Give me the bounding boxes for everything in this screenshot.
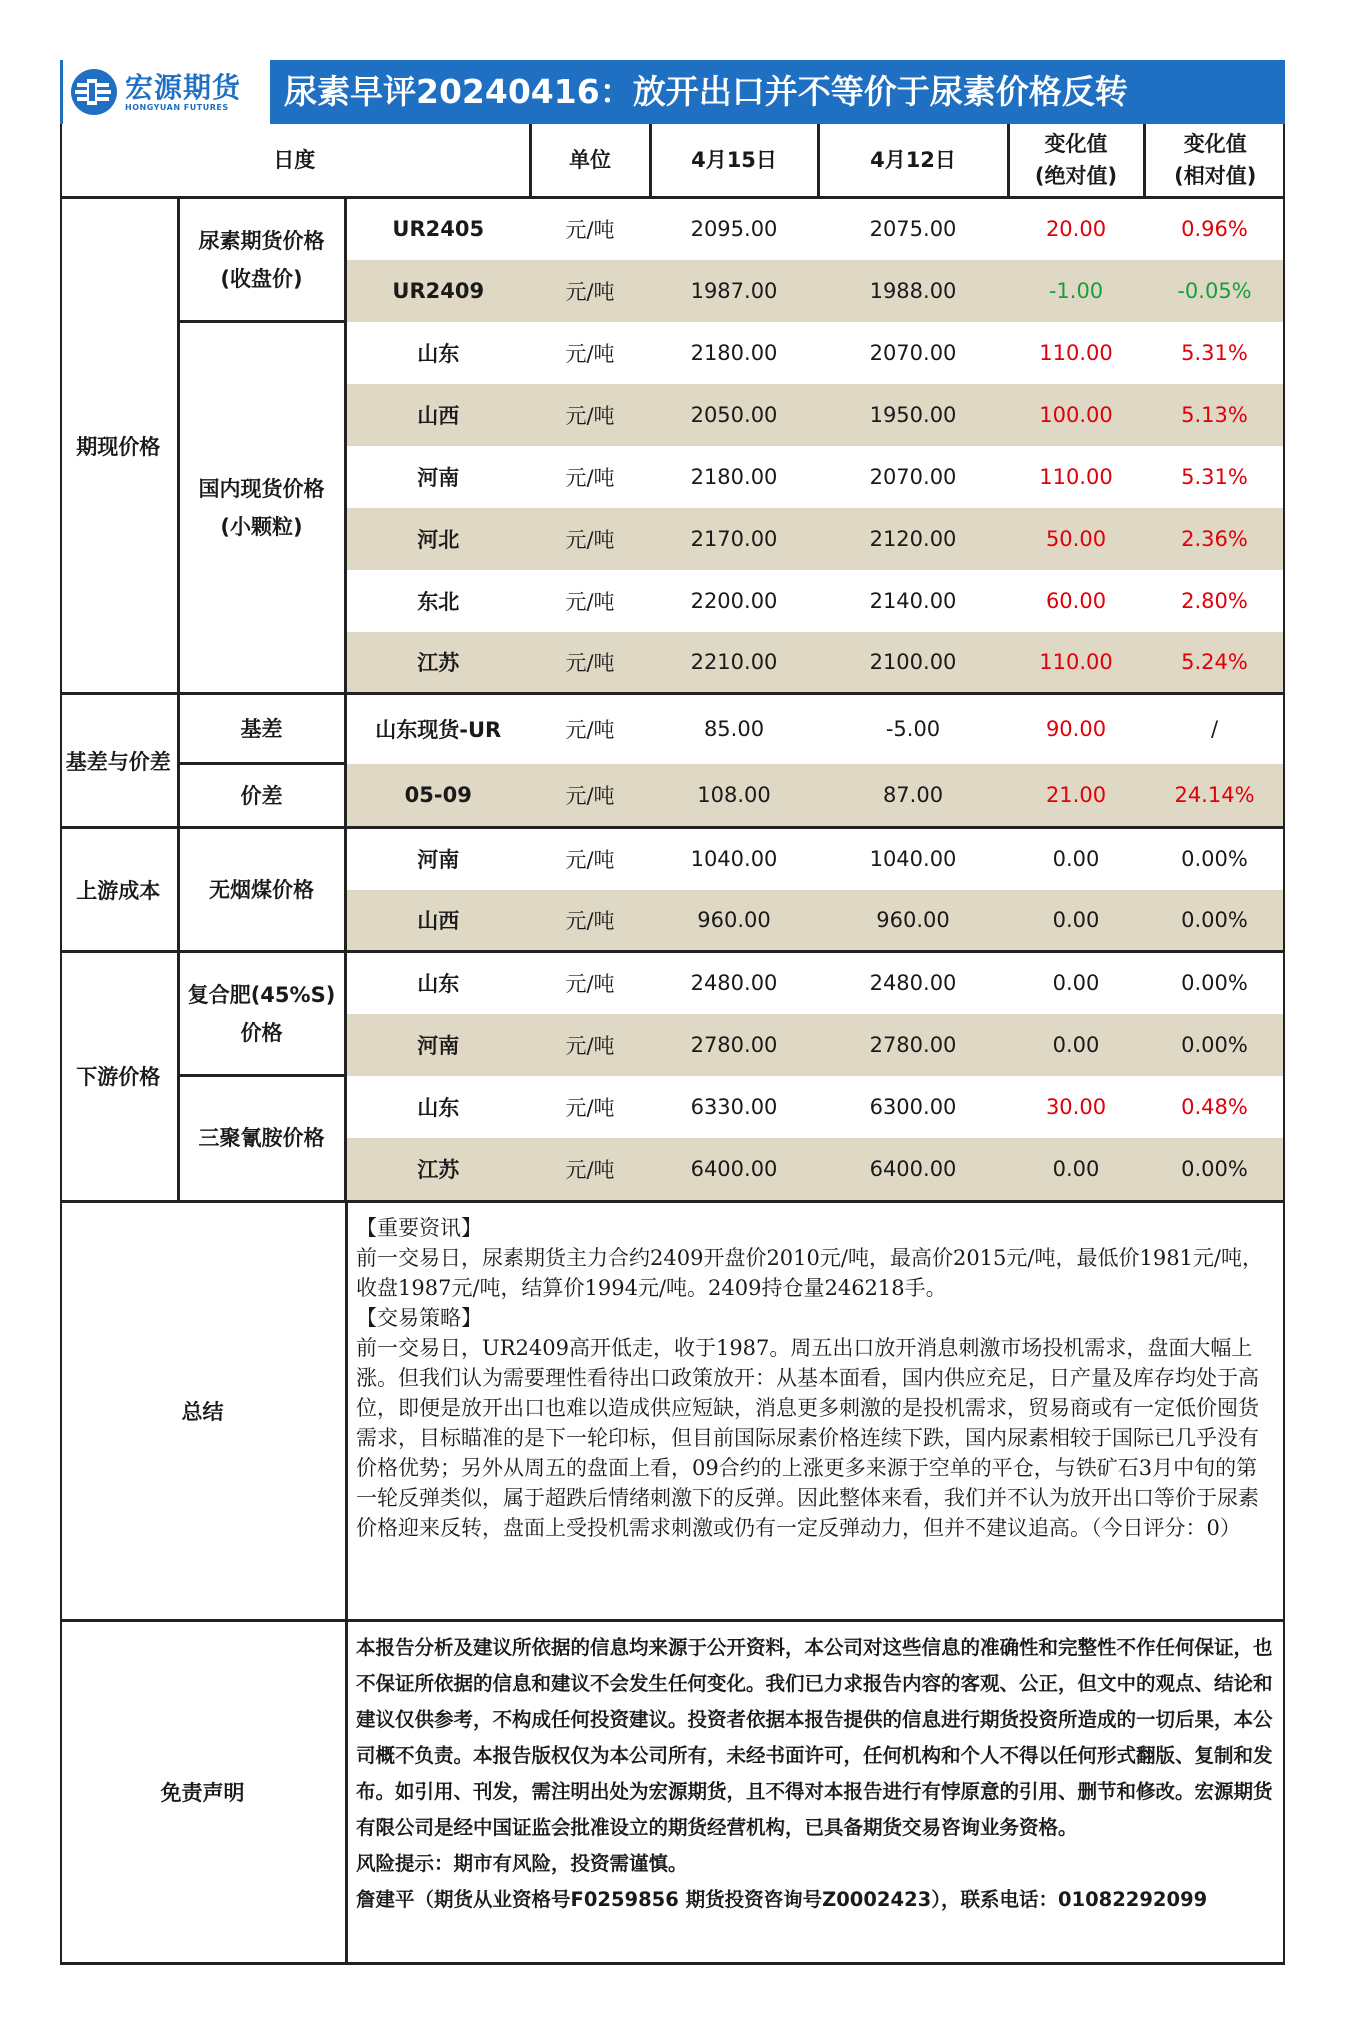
header-dimension: 日度 [60,124,530,198]
cell-change-rel: 0.48% [1181,1094,1248,1119]
table-row [60,694,1285,764]
cell-unit: 元/吨 [565,341,615,366]
cell-date1: 2200.00 [690,588,778,613]
news-heading: 【重要资讯】 [356,1215,482,1240]
cell-change-abs: 100.00 [1008,384,1144,446]
group-spot-price [178,322,345,694]
cell-item: 山东 [417,1095,460,1120]
strategy-heading: 【交易策略】 [356,1305,482,1330]
cell-change-abs: 110.00 [1008,632,1144,694]
group-compound-line1: 复合肥(45%S) [187,982,336,1007]
brand-logo [60,60,270,124]
group-spread: 价差 [178,764,345,828]
cell-unit: 元/吨 [565,589,615,614]
cell-item: 山东 [345,952,530,1014]
cell-date1: 85.00 [650,694,818,764]
cell-change-rel: 5.31% [1181,340,1248,365]
cell-unit: 元/吨 [530,890,650,952]
cell-item: 江苏 [345,632,530,694]
cell-date2: 2120.00 [818,508,1008,570]
cell-change-abs: 60.00 [1045,588,1107,613]
cell-date2: 2100.00 [818,632,1008,694]
frame-right-border [1283,124,1285,1964]
cell-date1: 2170.00 [650,508,818,570]
cell-date2: 2780.00 [818,1014,1008,1076]
cell-date2: 2140.00 [869,588,957,613]
cell-date2: 1988.00 [818,260,1008,322]
cell-date1: 960.00 [650,890,818,952]
cell-date1: 2480.00 [650,952,818,1014]
cell-change-abs: 90.00 [1008,694,1144,764]
cell-unit: 元/吨 [530,632,650,694]
author-contact: 詹建平（期货从业资格号F0259856 期货投资咨询号Z0002423），联系电话：01082292099 [356,1887,1208,1911]
report-title: 尿素早评20240416：放开出口并不等价于尿素价格反转 [284,72,1128,111]
cell-date2: 1040.00 [818,828,1008,890]
cell-date2: -5.00 [818,694,1008,764]
cell-unit: 元/吨 [565,1095,615,1120]
summary-body [348,1203,1285,1619]
cell-unit: 元/吨 [530,828,650,890]
group-compound-fertilizer [178,952,345,1076]
cell-change-abs: 50.00 [1008,508,1144,570]
cell-item: 江苏 [345,1138,530,1200]
cell-date1: 2095.00 [690,217,778,242]
cell-date1: 1040.00 [650,828,818,890]
header-change-abs-line2: (绝对值) [1034,164,1118,188]
cell-date2: 2070.00 [869,464,957,489]
group-futures-price [178,198,345,322]
cell-date2: 6300.00 [869,1094,957,1119]
group-futures-line2: (收盘价) [220,266,303,291]
cell-change-rel: 0.00% [1144,952,1285,1014]
cell-item: 河南 [345,1014,530,1076]
summary-section [60,1200,1285,1619]
hongyuan-logo-icon [69,67,119,117]
cell-unit: 元/吨 [530,1138,650,1200]
table-row [60,198,1285,260]
news-text: 前一交易日，尿素期货主力合约2409开盘价2010元/吨，最高价2015元/吨，最低价1981元/吨，收盘1987元/吨，结算价1994元/吨。2409持仓量246218手。 [356,1245,1263,1300]
cell-date2: 960.00 [818,890,1008,952]
cell-date1: 2050.00 [650,384,818,446]
header-change-rel-line2: (相对值) [1174,164,1257,188]
cell-unit: 元/吨 [530,260,650,322]
group-qixian: 期现价格 [60,198,178,694]
group-spot-line2: (小颗粒) [220,514,303,539]
header-change-abs-line1: 变化值 [1044,132,1108,156]
disclaimer-label: 免责声明 [60,1622,348,1962]
cell-date2: 1950.00 [818,384,1008,446]
cell-date1: 108.00 [650,764,818,828]
table-row [60,322,1285,384]
cell-date1: 2180.00 [690,340,778,365]
cell-date2: 87.00 [818,764,1008,828]
cell-unit: 元/吨 [565,218,615,243]
cell-item: 河南 [417,465,460,490]
cell-change-abs: 0.00 [1008,952,1144,1014]
cell-change-abs: 30.00 [1045,1094,1107,1119]
cell-change-rel: -0.05% [1144,260,1285,322]
cell-item: 05-09 [345,764,530,828]
cell-change-rel: 24.14% [1144,764,1285,828]
cell-item: 河北 [345,508,530,570]
cell-item: UR2409 [345,260,530,322]
cell-item: 山西 [345,890,530,952]
cell-date1: 2210.00 [650,632,818,694]
cell-change-rel: / [1144,694,1285,764]
report [60,60,1285,1962]
cell-date1: 2180.00 [690,464,778,489]
cell-change-abs: 0.00 [1008,828,1144,890]
strategy-text: 前一交易日，UR2409高开低走，收于1987。周五出口放开消息刺激市场投机需求，盘面大幅上涨。但我们认为需要理性看待出口政策放开：从基本面看，国内供应充足，日产量及库存均处于高位，即便是放开出口也难以造成供应短缺，消息更多刺激的是投机需求，贸易商或有一定低价囤货需求，目标瞄准的是下一轮印标，但目前国际尿素价格连续下跌，国内尿素相较于国际已几乎没有价格优势；另外从周五的盘面上看，09合约的上涨更多来源于空单的平仓，与铁矿石3月中旬的第一轮反弹类似，属于超跌后情绪刺激下的反弹。因此整体来看，我们并不认为放开出口等价于尿素价格迎来反转，盘面上受投机需求刺激或仍有一定反弹动力，但并不建议追高。（今日评分：0） [356,1335,1259,1540]
cell-unit: 元/吨 [530,384,650,446]
table-row [60,952,1285,1014]
cell-unit: 元/吨 [530,694,650,764]
cell-change-rel: 2.36% [1144,508,1285,570]
cell-change-abs: -1.00 [1008,260,1144,322]
header-unit: 单位 [530,124,650,198]
cell-change-rel: 0.00% [1144,828,1285,890]
cell-date1: 2780.00 [650,1014,818,1076]
cell-change-rel: 0.96% [1181,217,1248,242]
cell-date1: 1987.00 [650,260,818,322]
summary-label: 总结 [60,1203,348,1619]
frame-bottom-border [60,1962,1285,1965]
header-date2: 4月12日 [818,124,1008,198]
header-date1: 4月15日 [650,124,818,198]
cell-item: UR2405 [392,217,485,242]
disclaimer-body [348,1622,1285,1962]
header-change-rel [1144,124,1285,198]
group-basis-spread: 基差与价差 [60,694,178,828]
disclaimer-text: 本报告分析及建议所依据的信息均来源于公开资料，本公司对这些信息的准确性和完整性不作任何保证，也不保证所依据的信息和建议不会发生任何变化。我们已力求报告内容的客观、公正，但文中的观点、结论和建议仅供参考，不构成任何投资建议。投资者依据本报告提供的信息进行期货投资所造成的一切后果，本公司概不负责。本报告版权仅为本公司所有，未经书面许可，任何机构和个人不得以任何形式翻版、复制和发布。如引用、刊发，需注明出处为宏源期货，且不得对本报告进行有悖原意的引用、删节和修改。宏源期货有限公司是经中国证监会批准设立的期货经营机构，已具备期货交易咨询业务资格。 [356,1635,1273,1839]
group-upstream: 上游成本 [60,828,178,952]
cell-date2: 2480.00 [818,952,1008,1014]
cell-unit: 元/吨 [565,465,615,490]
cell-change-abs: 20.00 [1045,217,1107,242]
group-compound-line2: 价格 [240,1020,283,1045]
table-header-row [60,124,1285,198]
cell-change-rel: 2.80% [1181,588,1248,613]
cell-change-rel: 5.24% [1144,632,1285,694]
group-basis: 基差 [178,694,345,764]
cell-change-abs: 110.00 [1039,340,1113,365]
header-change-abs [1008,124,1144,198]
cell-unit: 元/吨 [530,508,650,570]
cell-date2: 2075.00 [869,217,957,242]
group-downstream: 下游价格 [60,952,178,1200]
brand-name-en: HONGYUAN FUTURES [125,102,229,112]
cell-date2: 2070.00 [869,340,957,365]
cell-date1: 6330.00 [690,1094,778,1119]
cell-item: 东北 [417,589,460,614]
cell-change-abs: 0.00 [1008,890,1144,952]
group-melamine: 三聚氰胺价格 [178,1076,345,1200]
cell-item: 河南 [345,828,530,890]
risk-warning: 风险提示：期市有风险，投资需谨慎。 [356,1851,688,1875]
cell-item: 山东 [417,341,460,366]
cell-date2: 6400.00 [818,1138,1008,1200]
cell-change-rel: 0.00% [1144,1014,1285,1076]
cell-change-rel: 0.00% [1144,1138,1285,1200]
disclaimer-section [60,1619,1285,1962]
cell-change-rel: 0.00% [1144,890,1285,952]
table-row [60,764,1285,828]
cell-item: 山西 [345,384,530,446]
group-anthracite: 无烟煤价格 [178,828,345,952]
cell-change-rel: 5.13% [1144,384,1285,446]
price-table [60,124,1285,1200]
group-spot-line1: 国内现货价格 [198,476,325,501]
cell-change-abs: 110.00 [1039,464,1113,489]
cell-change-abs: 0.00 [1008,1138,1144,1200]
cell-change-abs: 0.00 [1008,1014,1144,1076]
group-futures-line1: 尿素期货价格 [198,228,325,253]
cell-unit: 元/吨 [530,952,650,1014]
header-change-rel-line1: 变化值 [1183,132,1247,156]
table-row [60,1076,1285,1138]
cell-item: 山东现货-UR [345,694,530,764]
frame-left-border [60,124,62,1964]
cell-date1: 6400.00 [650,1138,818,1200]
table-row [60,828,1285,890]
brand-name-cn: 宏源期货 [125,70,242,104]
cell-change-rel: 5.31% [1181,464,1248,489]
cell-change-abs: 21.00 [1008,764,1144,828]
cell-unit: 元/吨 [530,1014,650,1076]
report-banner [60,60,1285,124]
cell-unit: 元/吨 [530,764,650,828]
